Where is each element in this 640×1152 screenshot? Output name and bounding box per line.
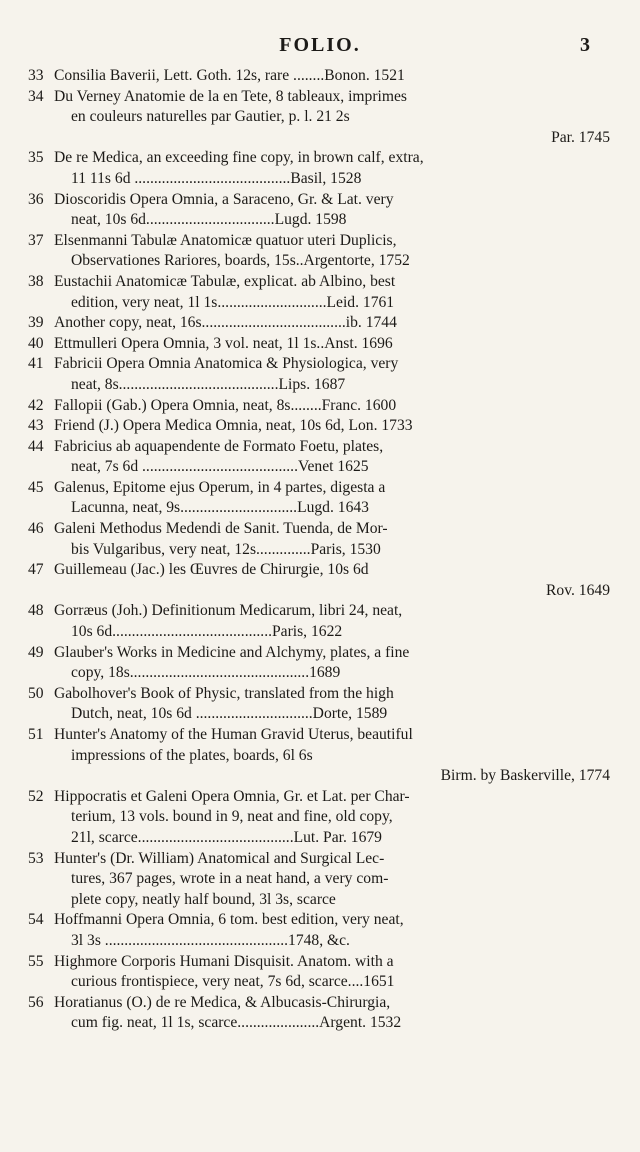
entry-line: Highmore Corporis Humani Disquisit. Anatom. with a xyxy=(54,952,394,970)
catalogue-entry xyxy=(26,272,612,313)
entry-line: neat, 10s 6d.................................Lugd. 1598 xyxy=(71,211,347,229)
entry-line: Hunter's (Dr. William) Anatomical and Surgical Lec- xyxy=(54,849,385,867)
entry-number: 36 xyxy=(28,190,44,208)
entry-line: De re Medica, an exceeding fine copy, in brown calf, extra, xyxy=(54,149,424,167)
page-number: 3 xyxy=(580,34,590,56)
entry-line: Fabricius ab aquapendente de Formato Foetu, plates, xyxy=(54,437,384,455)
entry-line: cum fig. neat, 1l 1s, scarce.....................Argent. 1532 xyxy=(71,1014,402,1032)
entry-line: Friend (J.) Opera Medica Omnia, neat, 10s 6d, Lon. 1733 xyxy=(54,417,413,435)
catalogue-entry xyxy=(26,87,612,149)
entry-line: Dutch, neat, 10s 6d ..............................Dorte, 1589 xyxy=(71,705,388,723)
entry-number: 53 xyxy=(28,849,44,867)
catalogue-entry xyxy=(26,231,612,272)
entry-line: Rov. 1649 xyxy=(546,581,610,599)
catalogue-entry xyxy=(26,416,612,437)
catalogue-entry xyxy=(26,787,612,849)
entry-line: copy, 18s..............................................1689 xyxy=(71,664,341,682)
entry-number: 33 xyxy=(28,67,44,84)
catalogue-entry xyxy=(26,190,612,231)
entry-number: 45 xyxy=(28,478,44,496)
entry-number: 56 xyxy=(28,993,44,1011)
catalogue-entry xyxy=(26,684,612,725)
entry-number: 55 xyxy=(28,952,44,970)
entry-line: impressions of the plates, boards, 6l 6s xyxy=(71,746,313,764)
entry-line: Birm. by Baskerville, 1774 xyxy=(440,767,610,785)
catalogue-entry xyxy=(26,993,612,1034)
entry-line: neat, 8s.........................................Lips. 1687 xyxy=(71,375,346,393)
entry-number: 41 xyxy=(28,355,44,373)
entry-number: 38 xyxy=(28,272,44,290)
entry-line: Ettmulleri Opera Omnia, 3 vol. neat, 1l 1s..Anst. 1696 xyxy=(54,334,393,352)
entry-number: 48 xyxy=(28,602,44,620)
entry-number: 40 xyxy=(28,334,44,352)
catalogue-entry xyxy=(26,478,612,519)
entry-line: Guillemeau (Jac.) les Œuvres de Chirurgie, 10s 6d xyxy=(54,561,369,579)
entry-line: terium, 13 vols. bound in 9, neat and fine, old copy, xyxy=(71,808,393,826)
entry-line: edition, very neat, 1l 1s............................Leid. 1761 xyxy=(71,293,395,311)
entry-line: Horatianus (O.) de re Medica, & Albucasis-Chirurgia, xyxy=(54,993,391,1011)
catalogue-entry xyxy=(26,148,612,189)
entry-number: 37 xyxy=(28,231,44,249)
catalogue-entry xyxy=(26,952,612,993)
entry-number: 34 xyxy=(28,87,44,105)
entry-line: Gorræus (Joh.) Definitionum Medicarum, libri 24, neat, xyxy=(54,602,403,620)
entry-line: Eustachii Anatomicæ Tabulæ, explicat. ab Albino, best xyxy=(54,272,396,290)
page-header xyxy=(0,34,640,64)
entry-line: Hoffmanni Opera Omnia, 6 tom. best edition, very neat, xyxy=(54,911,404,929)
entry-line: plete copy, neatly half bound, 3l 3s, scarce xyxy=(71,890,336,908)
entry-line: Observationes Rariores, boards, 15s..Argentorte, 1752 xyxy=(71,252,410,270)
entry-line: tures, 367 pages, wrote in a neat hand, a very com- xyxy=(71,870,389,888)
entry-line: Another copy, neat, 16s.....................................ib. 1744 xyxy=(54,314,397,332)
entry-line: Hunter's Anatomy of the Human Gravid Uterus, beautiful xyxy=(54,726,413,743)
catalogue-entry xyxy=(26,334,612,355)
entry-line: Par. 1745 xyxy=(551,128,610,146)
entry-line: 10s 6d.........................................Paris, 1622 xyxy=(71,623,343,641)
entry-number: 44 xyxy=(28,437,44,455)
entry-line: Gabolhover's Book of Physic, translated from the high xyxy=(54,684,394,702)
catalogue-entry xyxy=(26,560,612,601)
catalogue-entry xyxy=(26,725,612,787)
entry-line: Lacunna, neat, 9s..............................Lugd. 1643 xyxy=(71,499,369,517)
catalogue-entry xyxy=(26,849,612,911)
catalogue-entry xyxy=(26,437,612,478)
entry-number: 35 xyxy=(28,149,44,167)
catalogue-entry xyxy=(26,519,612,560)
catalogue-entry xyxy=(26,66,612,87)
entry-line: Elsenmanni Tabulæ Anatomicæ quatuor uteri Duplicis, xyxy=(54,231,397,249)
catalogue-entry xyxy=(26,643,612,684)
entry-number: 54 xyxy=(28,911,44,929)
catalogue-entry xyxy=(26,396,612,417)
entry-line: Consilia Baverii, Lett. Goth. 12s, rare ........Bonon. 1521 xyxy=(54,67,405,84)
entry-line: neat, 7s 6d ........................................Venet 1625 xyxy=(71,458,369,476)
entry-number: 39 xyxy=(28,314,44,332)
entry-number: 52 xyxy=(28,787,44,805)
entry-number: 42 xyxy=(28,396,44,414)
entry-line: Galenus, Epitome ejus Operum, in 4 partes, digesta a xyxy=(54,478,386,496)
entry-line: 11 11s 6d ........................................Basil, 1528 xyxy=(71,169,362,187)
entry-line: 21l, scarce........................................Lut. Par. 1679 xyxy=(71,828,382,846)
entry-line: curious frontispiece, very neat, 7s 6d, scarce....1651 xyxy=(71,973,395,991)
entry-line: Fabricii Opera Omnia Anatomica & Physiologica, very xyxy=(54,355,399,373)
entry-line: Du Verney Anatomie de la en Tete, 8 tableaux, imprimes xyxy=(54,87,407,105)
entry-number: 47 xyxy=(28,561,44,579)
catalogue-entry xyxy=(26,910,612,951)
catalogue-entry xyxy=(26,354,612,395)
entry-line: Galeni Methodus Medendi de Sanit. Tuenda, de Mor- xyxy=(54,520,388,538)
entry-number: 50 xyxy=(28,684,44,702)
page-title: FOLIO. xyxy=(279,34,361,56)
entry-line: Hippocratis et Galeni Opera Omnia, Gr. et Lat. per Char- xyxy=(54,787,410,805)
entry-line: en couleurs naturelles par Gautier, p. l. 21 2s xyxy=(71,108,350,126)
entry-line: bis Vulgaribus, very neat, 12s..............Paris, 1530 xyxy=(71,540,381,558)
catalogue-entry xyxy=(26,313,612,334)
entry-number: 43 xyxy=(28,417,44,435)
entry-number: 51 xyxy=(28,726,44,743)
entry-line: Fallopii (Gab.) Opera Omnia, neat, 8s........Franc. 1600 xyxy=(54,396,397,414)
catalogue-entries xyxy=(26,66,612,1034)
entry-number: 49 xyxy=(28,643,44,661)
entry-number: 46 xyxy=(28,520,44,538)
entry-line: Glauber's Works in Medicine and Alchymy, plates, a fine xyxy=(54,643,410,661)
catalogue-entry xyxy=(26,601,612,642)
entry-line: Dioscoridis Opera Omnia, a Saraceno, Gr. & Lat. very xyxy=(54,190,394,208)
entry-line: 3l 3s ...............................................1748, &c. xyxy=(71,931,350,949)
